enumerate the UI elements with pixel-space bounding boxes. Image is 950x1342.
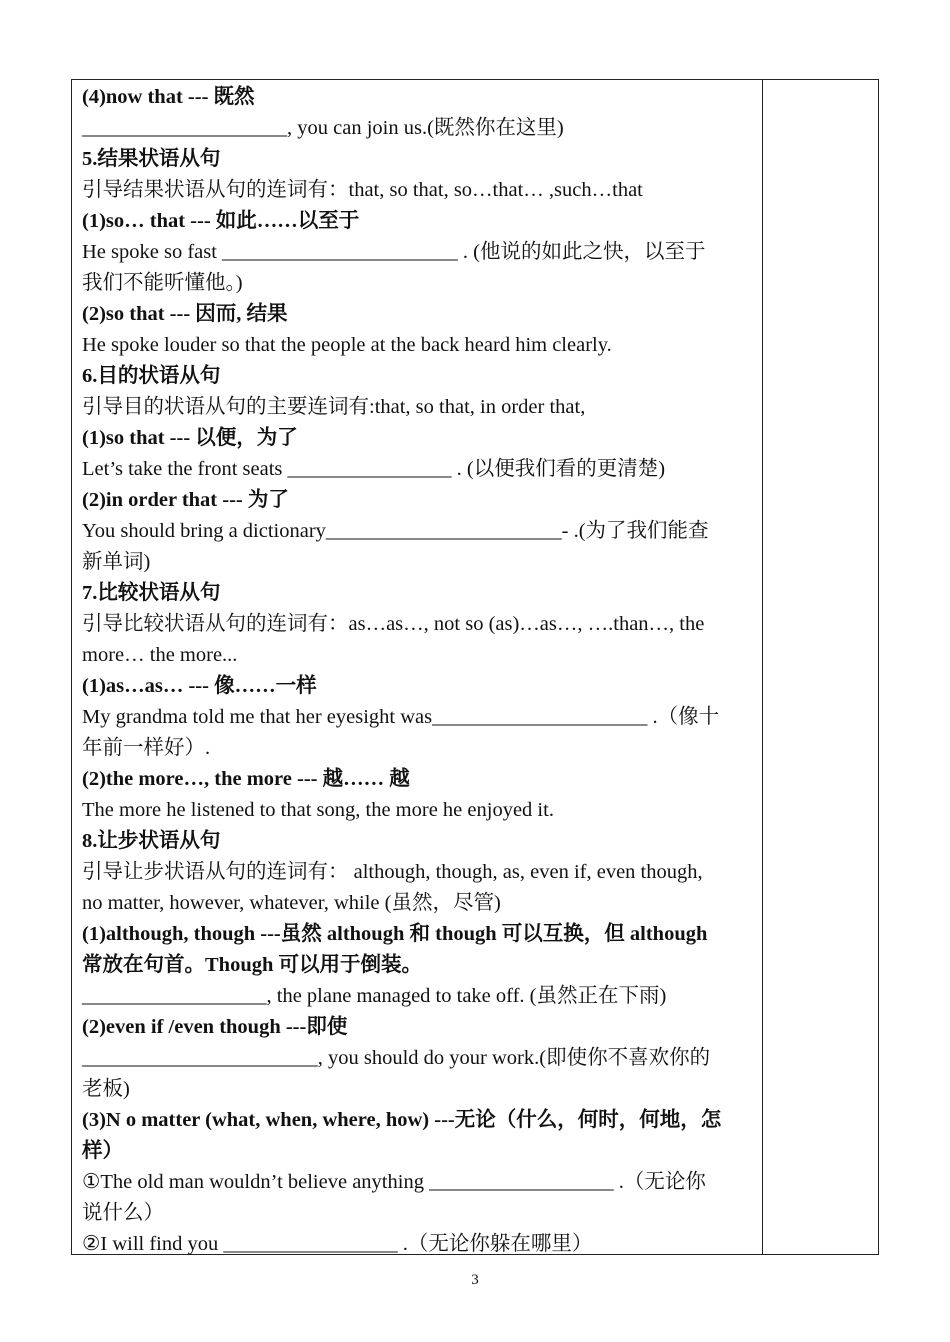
page-number: 3 [471,1272,479,1288]
text-line: The more he listened to that song, the more he enjoyed it. [82,799,554,821]
section-heading: (1)so… that --- 如此……以至于 [82,210,360,232]
section-heading: 6.目的状语从句 [82,365,221,387]
section-heading: 样） [82,1140,123,1162]
section-heading: (2)even if /even though ---即使 [82,1016,348,1038]
text-line: _______________________, you should do your work.(即使你不喜欢你的 [82,1047,711,1069]
text-line: __________________, the plane managed to take off. (虽然正在下雨) [82,985,667,1007]
text-line: 引导结果状语从句的连词有：that, so that, so…that… ,such…that [82,179,643,201]
text-line: no matter, however, whatever, while (虽然，尽管) [82,892,501,914]
text-line: 引导比较状语从句的连词有：as…as…, not so (as)…as…, ….than…, the [82,613,705,635]
section-heading: 7.比较状语从句 [82,582,221,604]
text-line: My grandma told me that her eyesight was_____________________ .（像十 [82,706,720,728]
text-line: 老板) [82,1078,130,1100]
section-heading: (4)now that --- 既然 [82,86,255,108]
text-line: ②I will find you _________________ .（无论你躲在哪里） [82,1233,593,1255]
section-heading: (1)although, though ---虽然 although 和 though 可以互换，但 although [82,923,708,945]
text-line: You should bring a dictionary_______________________- .(为了我们能查 [82,520,709,542]
text-line: 说什么） [82,1202,164,1224]
text-line: 我们不能听懂他。) [82,272,243,294]
section-heading: (2)so that --- 因而, 结果 [82,303,288,325]
section-heading: (3)N o matter (what, when, where, how) ---无论（什么，何时，何地，怎 [82,1109,722,1131]
section-heading: (2)the more…, the more --- 越…… 越 [82,768,410,790]
text-line: 引导目的状语从句的主要连词有:that, so that, in order that, [82,396,586,418]
text-line: 新单词) [82,551,151,573]
column-divider [762,80,763,1254]
text-line: He spoke so fast _______________________ . (他说的如此之快，以至于 [82,241,706,263]
section-heading: 常放在句首。Though 可以用于倒装。 [82,954,423,976]
text-line: 年前一样好）. [82,737,211,759]
section-heading: (1)as…as… --- 像……一样 [82,675,317,697]
content-table [71,79,879,1255]
section-heading: 8.让步状语从句 [82,830,221,852]
text-line: ____________________, you can join us.(既然你在这里) [82,117,564,139]
section-heading: (2)in order that --- 为了 [82,489,289,511]
text-line: ①The old man wouldn’t believe anything __________________ .（无论你 [82,1171,706,1193]
section-heading: 5.结果状语从句 [82,148,221,170]
table-left-cell [82,82,754,1260]
text-line: He spoke louder so that the people at the back heard him clearly. [82,334,612,356]
section-heading: (1)so that --- 以便，为了 [82,427,298,449]
text-line: Let’s take the front seats ________________ . (以便我们看的更清楚) [82,458,666,480]
text-line: 引导让步状语从句的连词有： although, though, as, even if, even though, [82,861,703,883]
text-line: more… the more... [82,644,238,666]
